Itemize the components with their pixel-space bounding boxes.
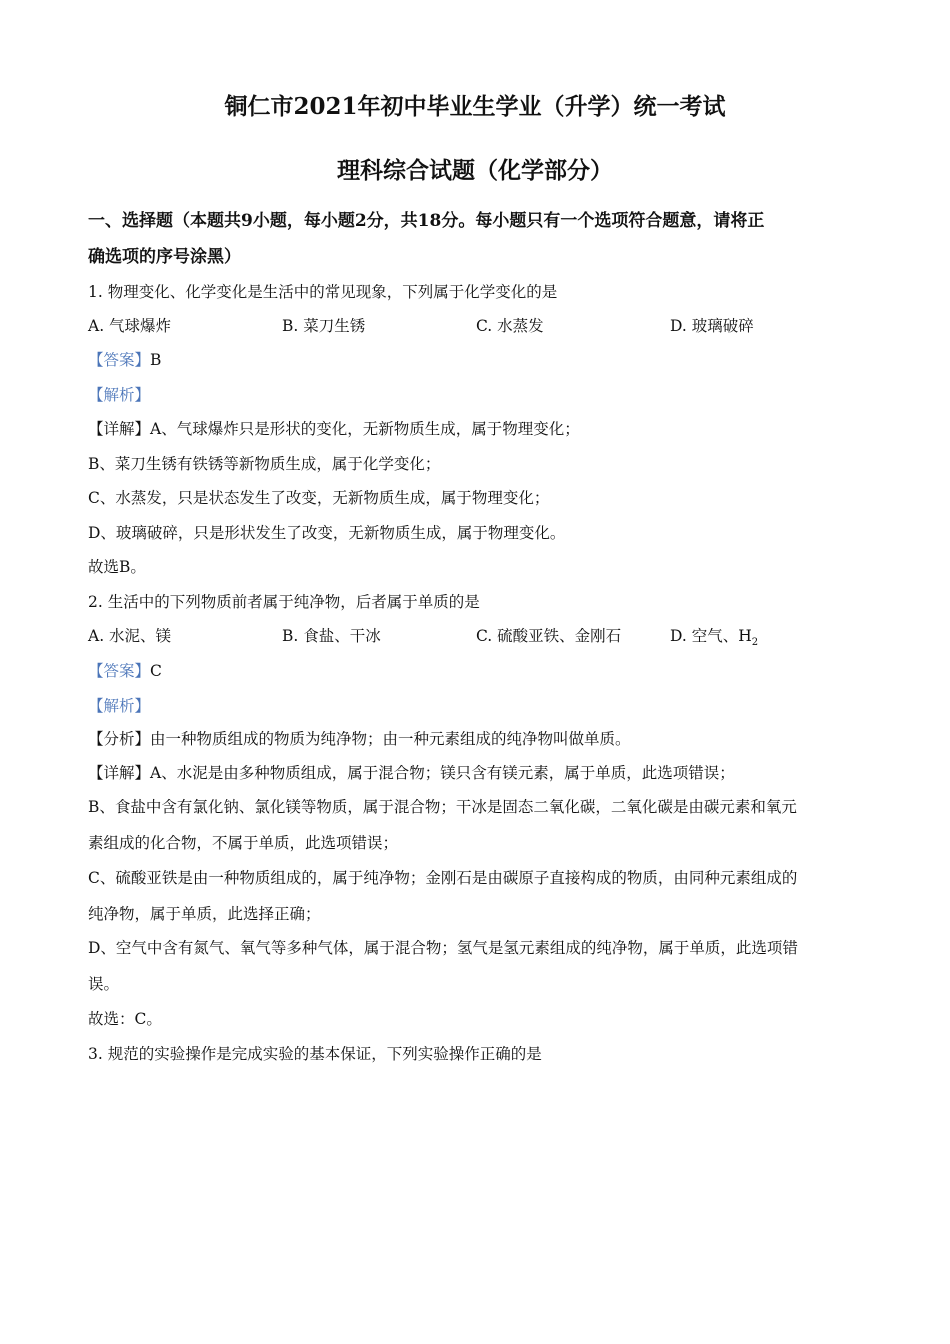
q1-conclusion: 故选B。 [88, 558, 146, 576]
answer-label: 【答案】 [88, 351, 151, 369]
q2-detail-line6: D、空气中含有氮气、氧气等多种气体，属于混合物；氢气是氢元素组成的纯净物，属于单质，此选项错 [88, 939, 798, 957]
detail-label: 【详解】 [88, 764, 151, 782]
q2-conclusion: 故选：C。 [88, 1010, 162, 1028]
q1-answer-line [88, 348, 868, 370]
q2-option-c: C. 硫酸亚铁、金刚石 [476, 627, 622, 645]
q1-option-c: C. 水蒸发 [476, 317, 544, 335]
q2-option-b: B. 食盐、干冰 [282, 627, 381, 645]
q1-detail-line3: C、水蒸发，只是状态发生了改变，无新物质生成，属于物理变化； [88, 489, 550, 507]
q2-detail-line5: 纯净物，属于单质，此选择正确； [88, 905, 321, 923]
q1-analysis-label: 【解析】 [88, 386, 151, 404]
q2-stem: 2. 生活中的下列物质前者属于纯净物，后者属于单质的是 [88, 593, 480, 611]
fenxi-label: 【分析】 [88, 730, 151, 748]
q2-detail-line4: C、硫酸亚铁是由一种物质组成的，属于纯净物；金刚石是由碳原子直接构成的物质，由同种元素组成的 [88, 869, 798, 887]
q1-option-b: B. 菜刀生锈 [282, 317, 366, 335]
q2-fenxi-text: 由一种物质组成的物质为纯净物；由一种元素组成的纯净物叫做单质。 [150, 730, 631, 748]
q2-detail-text: A、水泥是由多种物质组成，属于混合物；镁只含有镁元素，属于单质，此选项错误； [150, 764, 735, 782]
section-heading-line2: 确选项的序号涂黑） [88, 247, 241, 267]
q1-answer: B [150, 351, 162, 369]
page-subtitle: 理科综合试题（化学部分） [337, 157, 613, 184]
q2-answer-line [88, 659, 868, 681]
q2-detail-line2: B、食盐中含有氯化钠、氯化镁等物质，属于混合物；干冰是固态二氧化碳，二氧化碳是由碳元素和氧元 [88, 798, 797, 816]
q2-option-d-text: D. 空气、H [670, 627, 752, 645]
section-heading-line1: 一、选择题（本题共9小题，每小题2分，共18分。每小题只有一个选项符合题意，请将正 [88, 211, 765, 231]
q1-detail-text: A、气球爆炸只是形状的变化，无新物质生成，属于物理变化； [150, 420, 580, 438]
q1-option-d: D. 玻璃破碎 [670, 317, 754, 335]
q2-detail-line3: 素组成的化合物，不属于单质，此选项错误； [88, 834, 399, 852]
q1-detail-line2: B、菜刀生锈有铁锈等新物质生成，属于化学变化； [88, 455, 441, 473]
q2-option-d [670, 624, 758, 648]
q1-option-a: A. 气球爆炸 [88, 317, 172, 335]
q2-detail-line7: 误。 [88, 975, 120, 993]
q2-option-d-subscript: 2 [751, 637, 759, 649]
q2-detail-line1 [88, 761, 868, 783]
q1-stem: 1. 物理变化、化学变化是生活中的常见现象，下列属于化学变化的是 [88, 283, 558, 301]
page-title: 铜仁市2021年初中毕业生学业（升学）统一考试 [224, 93, 726, 120]
q1-detail-line1 [88, 417, 868, 439]
answer-label: 【答案】 [88, 662, 151, 680]
q2-analysis-label: 【解析】 [88, 697, 151, 715]
detail-label: 【详解】 [88, 420, 151, 438]
q2-option-a: A. 水泥、镁 [88, 627, 172, 645]
q3-stem: 3. 规范的实验操作是完成实验的基本保证，下列实验操作正确的是 [88, 1045, 542, 1063]
q1-detail-line4: D、玻璃破碎，只是形状发生了改变，无新物质生成，属于物理变化。 [88, 524, 566, 542]
q2-answer: C [150, 662, 162, 680]
q2-fenxi-line [88, 727, 868, 749]
